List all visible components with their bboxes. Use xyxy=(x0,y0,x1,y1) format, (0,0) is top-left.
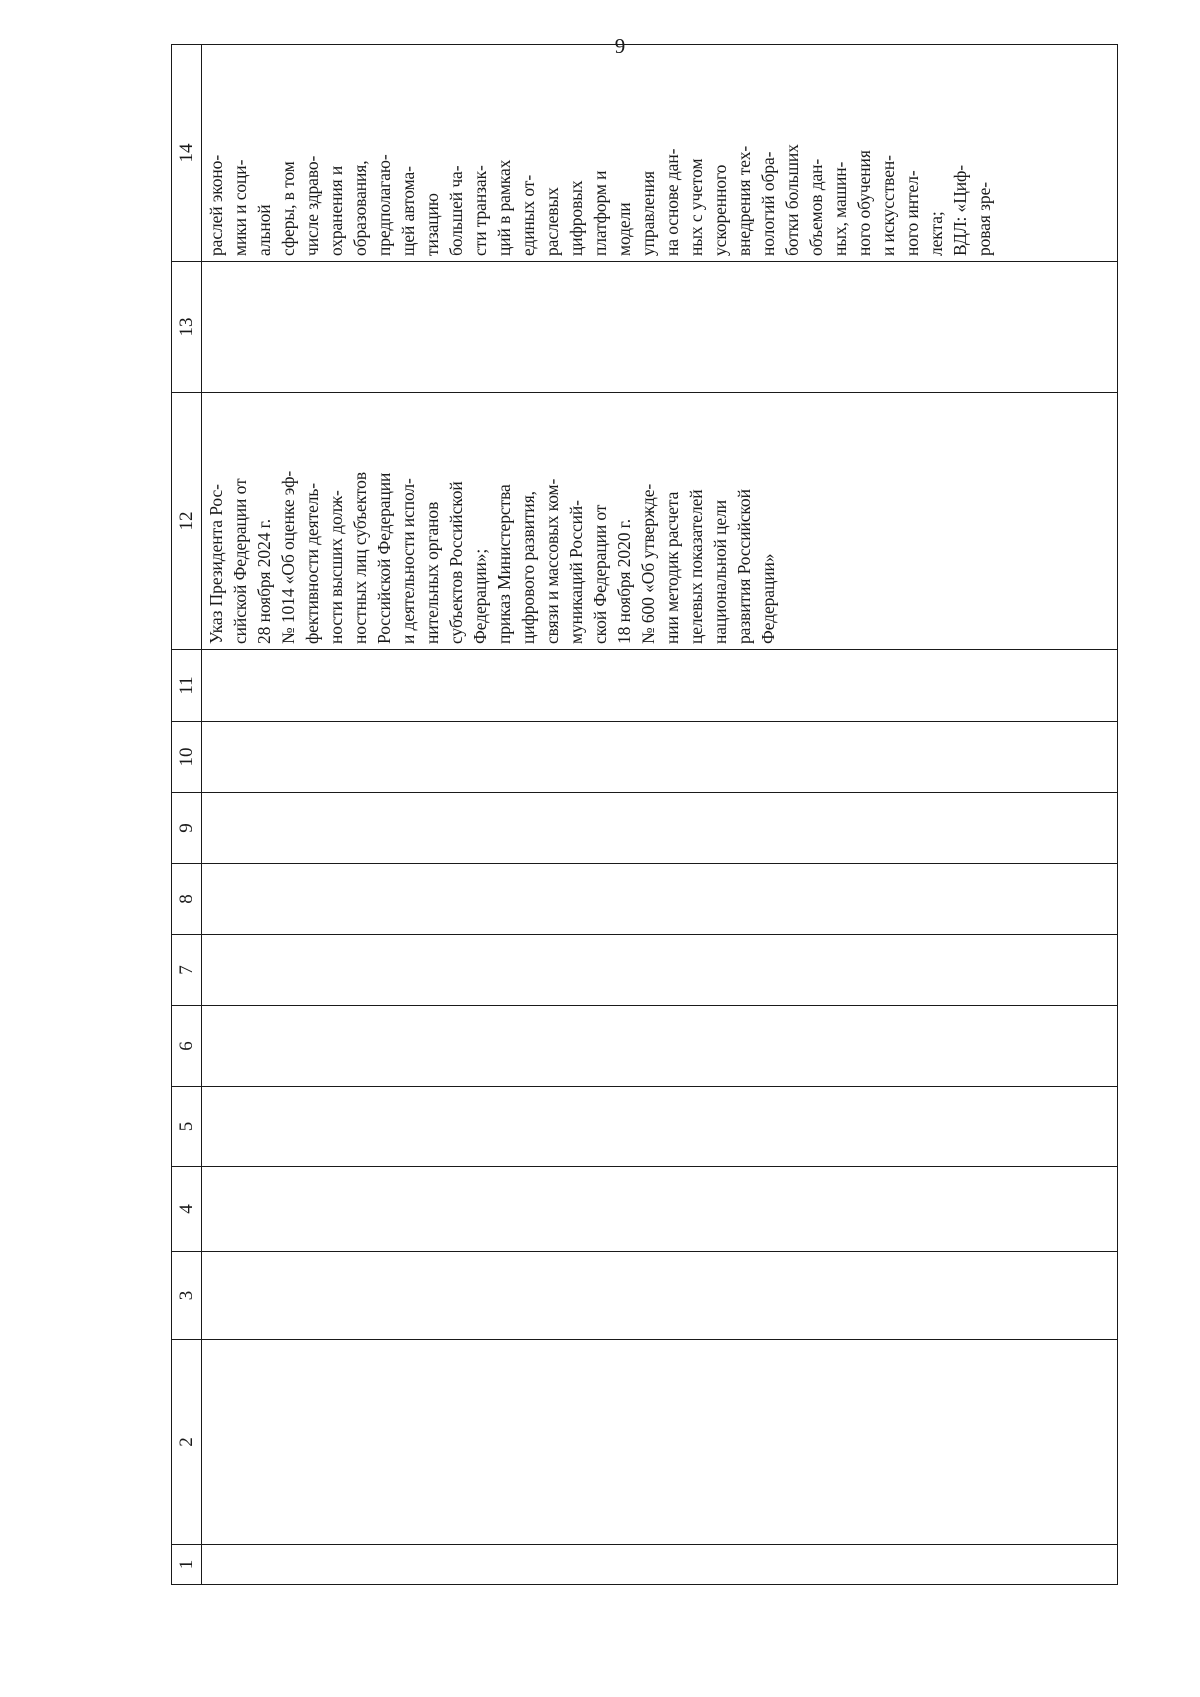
text-line: ций в рамках xyxy=(494,159,514,256)
text-line: ных с учетом xyxy=(686,158,706,256)
text-line: числе здраво- xyxy=(302,155,322,256)
text-line: ностных лиц субъектов xyxy=(350,472,370,644)
text-line: цифрового развития, xyxy=(518,491,538,644)
legal-basis-text xyxy=(202,393,780,649)
text-line: и деятельности испол- xyxy=(398,478,418,644)
text-line: ного обучения xyxy=(854,150,874,256)
text-line: связи и массовых ком- xyxy=(542,478,562,644)
table-cell xyxy=(202,1252,1118,1340)
column-header: 13 xyxy=(172,262,202,393)
text-line: объемов дан- xyxy=(806,158,826,256)
text-line: Указ Президента Рос- xyxy=(206,484,226,644)
text-line: сферы, в том xyxy=(278,161,298,256)
text-line: нии методик расчета xyxy=(662,491,682,644)
text-line: ности высших долж- xyxy=(326,490,346,644)
table-cell xyxy=(202,650,1118,722)
text-line: муникаций Россий- xyxy=(566,500,586,644)
text-line: лекта; xyxy=(926,211,946,256)
text-line: национальной цели xyxy=(710,500,730,644)
text-line: раслевых xyxy=(542,187,562,256)
text-line: цифровых xyxy=(566,180,586,256)
column-header: 4 xyxy=(172,1167,202,1252)
text-line: охранения и xyxy=(326,165,346,256)
description-text xyxy=(202,45,996,261)
table-cell xyxy=(202,1340,1118,1545)
text-line: Российской Федерации xyxy=(374,472,394,644)
text-line: на основе дан- xyxy=(662,148,682,256)
data-table xyxy=(171,44,1118,1585)
text-line: ускоренного xyxy=(710,164,730,256)
text-line: нологий обра- xyxy=(758,151,778,256)
table-cell xyxy=(202,793,1118,864)
text-line: ных, машин- xyxy=(830,161,850,256)
page-number: 9 xyxy=(614,34,626,58)
table-cell xyxy=(202,722,1118,793)
table-cell xyxy=(202,935,1118,1006)
text-line: 18 ноября 2020 г. xyxy=(614,518,634,644)
table-cell-description xyxy=(202,45,1118,262)
column-header: 3 xyxy=(172,1252,202,1340)
text-line: мики и соци- xyxy=(230,159,250,256)
text-line: и искусствен- xyxy=(878,155,898,256)
rotated-table-container xyxy=(171,65,1118,1585)
table-cell xyxy=(202,1087,1118,1167)
table-cell xyxy=(202,1006,1118,1087)
text-line: сийской Федерации от xyxy=(230,478,250,644)
table-cell xyxy=(202,864,1118,935)
column-header: 9 xyxy=(172,793,202,864)
column-header: 11 xyxy=(172,650,202,722)
text-line: ВДЛ: «Циф- xyxy=(950,165,970,256)
table-cell xyxy=(202,262,1118,393)
column-header: 12 xyxy=(172,393,202,650)
text-line: единых от- xyxy=(518,174,538,256)
text-line: раслей эконо- xyxy=(206,154,226,256)
text-line: Федерации»; xyxy=(470,548,490,644)
text-line: фективности деятель- xyxy=(302,482,322,644)
table-row xyxy=(202,45,1118,1585)
text-line: № 1014 «Об оценке эф- xyxy=(278,470,298,644)
text-line: № 600 «Об утвержде- xyxy=(638,483,658,644)
text-line: ровая зре- xyxy=(974,182,994,256)
column-header: 10 xyxy=(172,722,202,793)
text-line: ного интел- xyxy=(902,170,922,256)
text-line: внедрения тех- xyxy=(734,145,754,256)
table-cell xyxy=(202,1545,1118,1585)
text-line: предполагаю- xyxy=(374,154,394,256)
text-line: управления xyxy=(638,171,658,256)
column-header: 6 xyxy=(172,1006,202,1087)
column-header: 14 xyxy=(172,45,202,262)
text-line: ботки больших xyxy=(782,144,802,256)
text-line: ской Федерации от xyxy=(590,504,610,644)
text-line: приказ Министерства xyxy=(494,484,514,644)
text-line: Федерации» xyxy=(758,553,778,644)
text-line: субъектов Российской xyxy=(446,481,466,644)
text-line: развития Российской xyxy=(734,489,754,644)
text-line: целевых показателей xyxy=(686,489,706,644)
header-row xyxy=(172,45,202,1585)
text-line: нительных органов xyxy=(422,501,442,644)
text-line: тизацию xyxy=(422,193,442,256)
column-header: 1 xyxy=(172,1545,202,1585)
text-line: образования, xyxy=(350,160,370,256)
text-line: сти транзак- xyxy=(470,165,490,256)
text-line: 28 ноября 2024 г. xyxy=(254,518,274,644)
column-header: 7 xyxy=(172,935,202,1006)
column-header: 2 xyxy=(172,1340,202,1545)
table-cell xyxy=(202,1167,1118,1252)
text-line: большей ча- xyxy=(446,165,466,256)
column-header: 8 xyxy=(172,864,202,935)
column-header: 5 xyxy=(172,1087,202,1167)
text-line: платформ и xyxy=(590,170,610,256)
text-line: щей автома- xyxy=(398,166,418,256)
text-line: альной xyxy=(254,204,274,256)
table-cell-legal-basis xyxy=(202,393,1118,650)
text-line: модели xyxy=(614,202,634,256)
